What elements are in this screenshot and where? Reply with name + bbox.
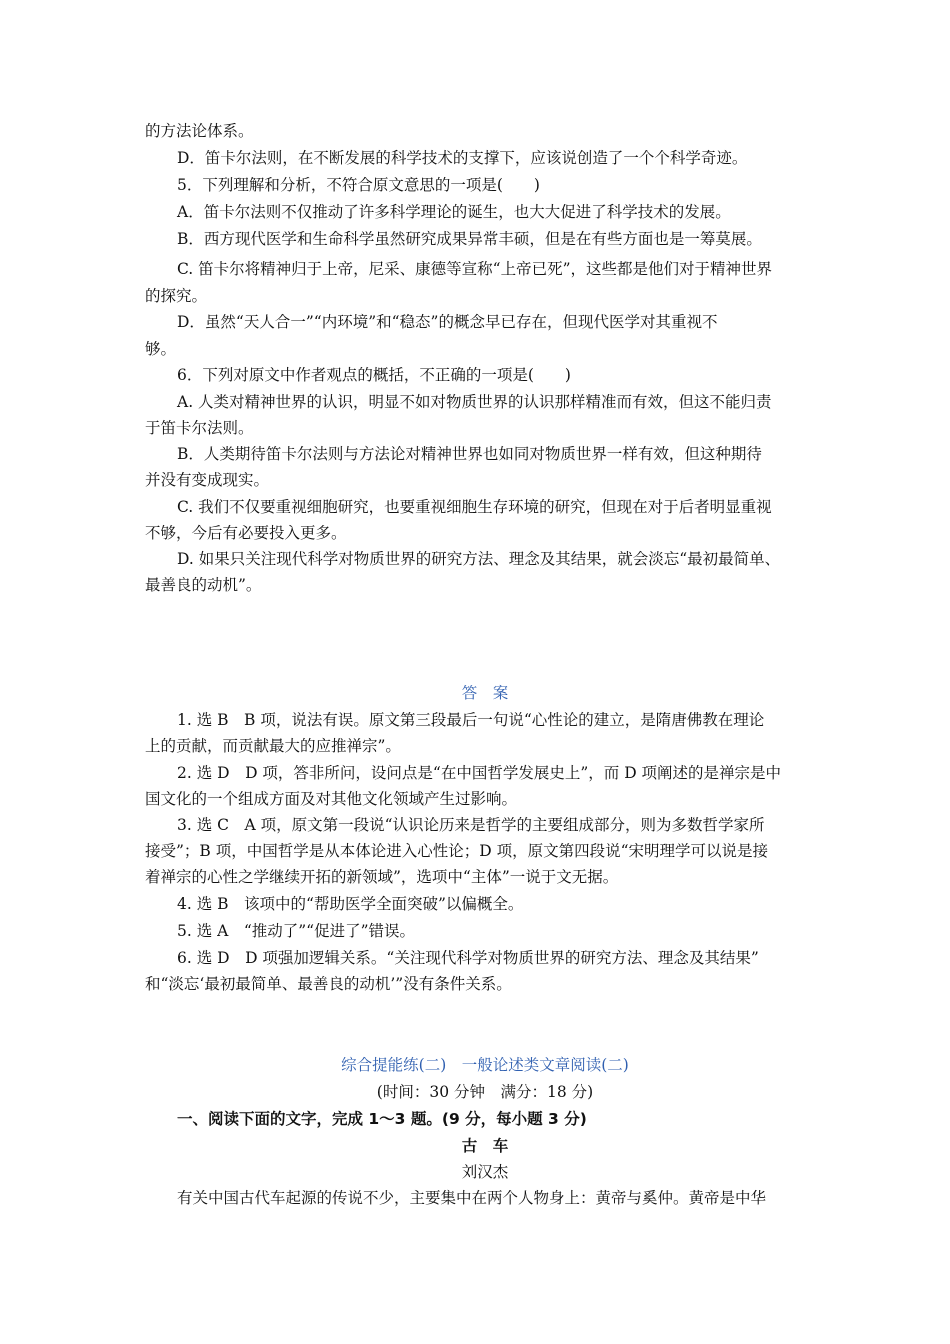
question-5: 5．下列理解和分析，不符合原文意思的一项是( ) bbox=[177, 176, 540, 194]
question-6: 6．下列对原文中作者观点的概括，不正确的一项是( ) bbox=[177, 366, 571, 384]
option-d: D．虽然“天人合一”“内环境”和“稳态”的概念早已存在，但现代医学对其重视不 bbox=[177, 313, 718, 331]
option-d: D. 如果只关注现代科学对物质世界的研究方法、理念及其结果，就会淡忘“最初最简单、 bbox=[177, 550, 781, 568]
article-body: 有关中国古代车起源的传说不少，主要集中在两个人物身上：黄帝与奚仲。黄帝是中华 bbox=[177, 1189, 767, 1207]
text-line: 的方法论体系。 bbox=[145, 122, 254, 140]
answer-1: 1. 选 B B 项，说法有误。原文第三段最后一句说“心性论的建立，是隋唐佛教在理论 bbox=[177, 711, 765, 729]
text-line: 够。 bbox=[145, 340, 177, 358]
answer-3: 3. 选 C A 项，原文第一段说“认识论历来是哲学的主要组成部分，则为多数哲学家所 bbox=[177, 816, 765, 834]
option-c: C. 我们不仅要重视细胞研究，也要重视细胞生存环境的研究，但现在对于后者明显重视 bbox=[177, 498, 772, 516]
article-author: 刘汉杰 bbox=[461, 1163, 509, 1181]
text-line: 着禅宗的心性之学继续开拓的新领域”，选项中“主体”一说于文无据。 bbox=[145, 868, 619, 886]
text-line: 上的贡献，而贡献最大的应推禅宗”。 bbox=[145, 737, 401, 755]
option-d: D．笛卡尔法则，在不断发展的科学技术的支撑下，应该说创造了一个个科学奇迹。 bbox=[177, 149, 748, 167]
option-b: B．西方现代医学和生命科学虽然研究成果异常丰硕，但是在有些方面也是一筹莫展。 bbox=[177, 230, 762, 248]
answer-2: 2. 选 D D 项，答非所问，设问点是“在中国哲学发展史上”，而 D 项阐述的是禅宗是中 bbox=[177, 764, 782, 782]
text-line: 接受”；B 项，中国哲学是从本体论进入心性论；D 项，原文第四段说“宋明理学可以说是接 bbox=[145, 842, 769, 860]
text-line: 不够，今后有必要投入更多。 bbox=[145, 524, 347, 542]
option-b: B．人类期待笛卡尔法则与方法论对精神世界也如同对物质世界一样有效，但这种期待 bbox=[177, 445, 762, 463]
answer-4: 4. 选 B 该项中的“帮助医学全面突破”以偏概全。 bbox=[177, 895, 524, 913]
answers-title: 答 案 bbox=[461, 684, 509, 702]
practice-title: 综合提能练(二) 一般论述类文章阅读(二) bbox=[341, 1056, 629, 1074]
option-a: A. 人类对精神世界的认识，明显不如对物质世界的认识那样精准而有效，但这不能归责 bbox=[177, 393, 772, 411]
answer-5: 5. 选 A “推动了”“促进了”错误。 bbox=[177, 922, 416, 940]
text-line: 和“淡忘‘最初最简单、最善良的动机’”没有条件关系。 bbox=[145, 975, 512, 993]
text-line: 最善良的动机”。 bbox=[145, 576, 262, 594]
answer-6: 6. 选 D D 项强加逻辑关系。“关注现代科学对物质世界的研究方法、理念及其结果” bbox=[177, 949, 759, 967]
text-line: 国文化的一个组成方面及对其他文化领域产生过影响。 bbox=[145, 790, 518, 808]
option-c: C. 笛卡尔将精神归于上帝，尼采、康德等宣称“上帝已死”，这些都是他们对于精神世界 bbox=[177, 260, 773, 278]
text-line: 的探究。 bbox=[145, 287, 208, 305]
text-line: 于笛卡尔法则。 bbox=[145, 419, 254, 437]
article-title: 古 车 bbox=[461, 1137, 509, 1155]
option-a: A．笛卡尔法则不仅推动了许多科学理论的诞生，也大大促进了科学技术的发展。 bbox=[177, 203, 731, 221]
practice-time: (时间：30 分钟 满分：18 分) bbox=[376, 1083, 594, 1101]
section-heading: 一、阅读下面的文字，完成 1～3 题。(9 分，每小题 3 分) bbox=[177, 1110, 587, 1128]
text-line: 并没有变成现实。 bbox=[145, 471, 270, 489]
